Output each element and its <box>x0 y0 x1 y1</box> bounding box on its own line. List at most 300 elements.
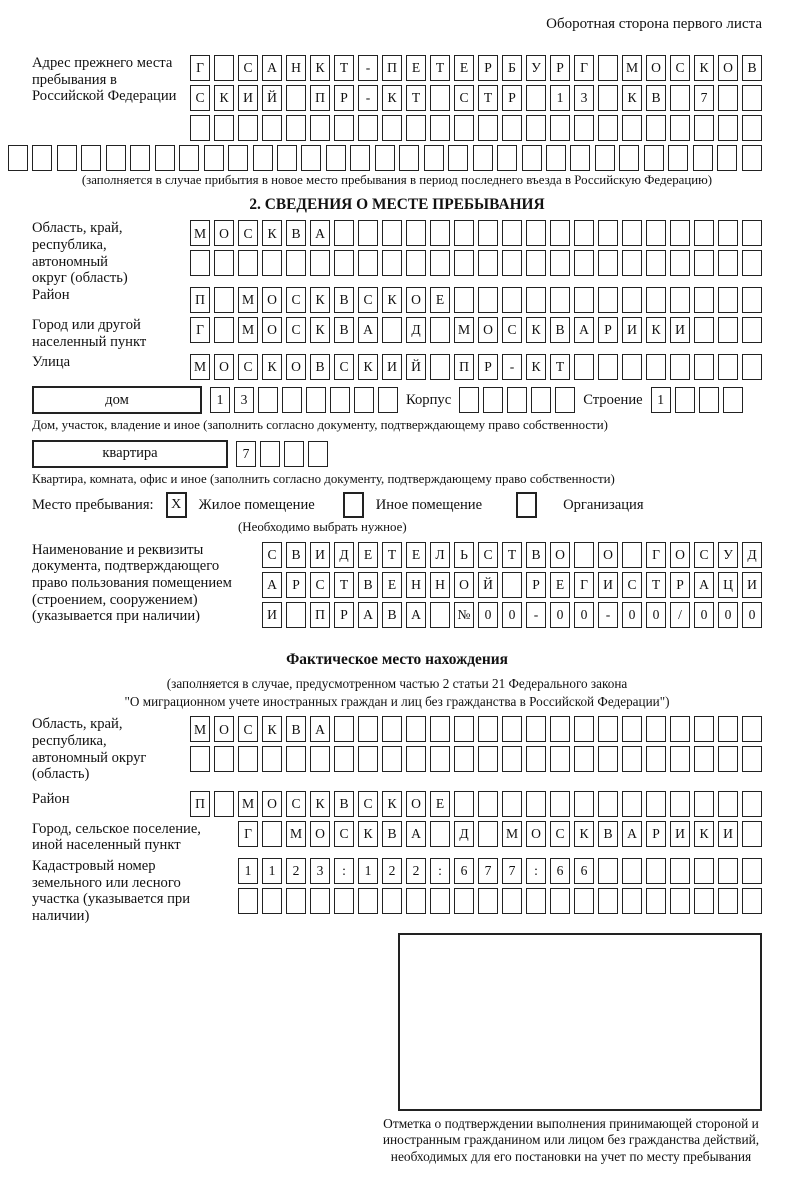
char-cell[interactable] <box>646 287 666 313</box>
char-cell[interactable] <box>646 888 666 914</box>
char-cell[interactable]: : <box>334 858 354 884</box>
char-cell[interactable] <box>646 858 666 884</box>
char-cell[interactable]: С <box>286 287 306 313</box>
char-cell[interactable] <box>598 888 618 914</box>
char-cell[interactable] <box>742 716 762 742</box>
char-cell[interactable] <box>310 250 330 276</box>
char-cell[interactable]: 1 <box>262 858 282 884</box>
char-cell[interactable] <box>214 791 234 817</box>
char-cell[interactable] <box>644 145 664 171</box>
char-cell[interactable] <box>430 602 450 628</box>
char-cell[interactable] <box>382 888 402 914</box>
char-cell[interactable]: - <box>526 602 546 628</box>
char-cell[interactable] <box>550 716 570 742</box>
char-cell[interactable] <box>478 821 498 847</box>
char-cell[interactable]: Е <box>406 542 426 568</box>
char-cell[interactable]: 7 <box>478 858 498 884</box>
char-cell[interactable] <box>430 821 450 847</box>
char-cell[interactable]: К <box>382 85 402 111</box>
char-cell[interactable] <box>310 888 330 914</box>
char-cell[interactable]: И <box>382 354 402 380</box>
char-cell[interactable] <box>473 145 493 171</box>
char-cell[interactable] <box>718 85 738 111</box>
char-cell[interactable]: Л <box>430 542 450 568</box>
char-cell[interactable]: Р <box>334 85 354 111</box>
char-cell[interactable] <box>622 287 642 313</box>
char-cell[interactable]: Н <box>406 572 426 598</box>
char-cell[interactable]: В <box>526 542 546 568</box>
stay-type-checkbox-residential[interactable]: X <box>166 492 187 518</box>
char-cell[interactable]: 2 <box>286 858 306 884</box>
char-cell[interactable] <box>694 115 714 141</box>
house-type-box[interactable]: дом <box>32 386 202 414</box>
char-cell[interactable] <box>550 115 570 141</box>
char-cell[interactable]: - <box>502 354 522 380</box>
char-cell[interactable]: В <box>310 354 330 380</box>
char-cell[interactable] <box>406 716 426 742</box>
char-cell[interactable] <box>382 746 402 772</box>
char-cell[interactable] <box>262 250 282 276</box>
char-cell[interactable]: К <box>646 317 666 343</box>
char-cell[interactable]: В <box>646 85 666 111</box>
char-cell[interactable] <box>574 250 594 276</box>
char-cell[interactable] <box>742 888 762 914</box>
char-cell[interactable] <box>574 287 594 313</box>
char-cell[interactable] <box>694 317 714 343</box>
char-cell[interactable]: / <box>670 602 690 628</box>
apartment-type-box[interactable]: квартира <box>32 440 228 468</box>
char-cell[interactable]: О <box>286 354 306 380</box>
char-cell[interactable]: Р <box>646 821 666 847</box>
char-cell[interactable]: О <box>670 542 690 568</box>
char-cell[interactable]: Й <box>262 85 282 111</box>
char-cell[interactable]: Д <box>406 317 426 343</box>
char-cell[interactable] <box>238 115 258 141</box>
char-cell[interactable]: К <box>310 287 330 313</box>
char-cell[interactable] <box>646 220 666 246</box>
char-cell[interactable]: В <box>286 716 306 742</box>
char-cell[interactable]: 3 <box>310 858 330 884</box>
char-cell[interactable]: Е <box>550 572 570 598</box>
char-cell[interactable]: № <box>454 602 474 628</box>
char-cell[interactable]: С <box>334 821 354 847</box>
char-cell[interactable] <box>526 115 546 141</box>
char-cell[interactable]: О <box>646 55 666 81</box>
char-cell[interactable]: С <box>670 55 690 81</box>
char-cell[interactable]: А <box>310 220 330 246</box>
char-cell[interactable] <box>286 602 306 628</box>
char-cell[interactable]: К <box>262 354 282 380</box>
char-cell[interactable] <box>670 716 690 742</box>
char-cell[interactable]: И <box>622 317 642 343</box>
char-cell[interactable]: П <box>454 354 474 380</box>
char-cell[interactable] <box>334 115 354 141</box>
char-cell[interactable] <box>399 145 419 171</box>
char-cell[interactable]: С <box>502 317 522 343</box>
char-cell[interactable] <box>574 888 594 914</box>
char-cell[interactable] <box>258 387 278 413</box>
char-cell[interactable] <box>284 441 304 467</box>
char-cell[interactable]: 0 <box>478 602 498 628</box>
char-cell[interactable]: К <box>526 317 546 343</box>
char-cell[interactable] <box>550 220 570 246</box>
char-cell[interactable]: С <box>454 85 474 111</box>
char-cell[interactable]: Е <box>406 55 426 81</box>
char-cell[interactable]: И <box>598 572 618 598</box>
char-cell[interactable]: С <box>262 542 282 568</box>
char-cell[interactable]: К <box>358 821 378 847</box>
char-cell[interactable]: К <box>622 85 642 111</box>
char-cell[interactable]: Т <box>334 55 354 81</box>
char-cell[interactable] <box>718 888 738 914</box>
char-cell[interactable] <box>214 55 234 81</box>
char-cell[interactable] <box>358 220 378 246</box>
char-cell[interactable] <box>334 888 354 914</box>
char-cell[interactable]: Т <box>334 572 354 598</box>
char-cell[interactable]: В <box>382 821 402 847</box>
char-cell[interactable]: 7 <box>694 85 714 111</box>
char-cell[interactable]: Р <box>502 85 522 111</box>
char-cell[interactable] <box>694 716 714 742</box>
char-cell[interactable] <box>238 250 258 276</box>
char-cell[interactable] <box>598 791 618 817</box>
char-cell[interactable] <box>190 250 210 276</box>
char-cell[interactable] <box>550 250 570 276</box>
char-cell[interactable]: А <box>310 716 330 742</box>
char-cell[interactable]: Р <box>526 572 546 598</box>
char-cell[interactable] <box>214 250 234 276</box>
char-cell[interactable] <box>334 716 354 742</box>
char-cell[interactable] <box>694 354 714 380</box>
char-cell[interactable] <box>478 791 498 817</box>
char-cell[interactable] <box>286 115 306 141</box>
char-cell[interactable]: К <box>526 354 546 380</box>
char-cell[interactable] <box>694 220 714 246</box>
char-cell[interactable] <box>286 85 306 111</box>
char-cell[interactable]: Н <box>430 572 450 598</box>
char-cell[interactable]: И <box>238 85 258 111</box>
char-cell[interactable] <box>526 716 546 742</box>
char-cell[interactable] <box>253 145 273 171</box>
char-cell[interactable]: С <box>286 317 306 343</box>
char-cell[interactable] <box>598 85 618 111</box>
char-cell[interactable]: М <box>190 354 210 380</box>
char-cell[interactable] <box>454 716 474 742</box>
char-cell[interactable]: А <box>574 317 594 343</box>
char-cell[interactable]: Г <box>190 55 210 81</box>
char-cell[interactable]: К <box>574 821 594 847</box>
char-cell[interactable]: О <box>406 287 426 313</box>
char-cell[interactable]: Г <box>190 317 210 343</box>
char-cell[interactable]: 1 <box>358 858 378 884</box>
char-cell[interactable]: 0 <box>718 602 738 628</box>
char-cell[interactable] <box>646 746 666 772</box>
char-cell[interactable] <box>430 888 450 914</box>
char-cell[interactable]: Ь <box>454 542 474 568</box>
char-cell[interactable]: Т <box>550 354 570 380</box>
char-cell[interactable]: С <box>358 287 378 313</box>
char-cell[interactable] <box>406 115 426 141</box>
char-cell[interactable]: А <box>694 572 714 598</box>
char-cell[interactable] <box>574 746 594 772</box>
char-cell[interactable]: В <box>742 55 762 81</box>
char-cell[interactable] <box>670 791 690 817</box>
char-cell[interactable]: У <box>718 542 738 568</box>
char-cell[interactable] <box>358 250 378 276</box>
char-cell[interactable] <box>190 746 210 772</box>
char-cell[interactable] <box>430 354 450 380</box>
char-cell[interactable]: О <box>262 317 282 343</box>
char-cell[interactable] <box>531 387 551 413</box>
char-cell[interactable] <box>670 287 690 313</box>
char-cell[interactable]: О <box>214 716 234 742</box>
char-cell[interactable]: П <box>310 602 330 628</box>
char-cell[interactable] <box>555 387 575 413</box>
char-cell[interactable] <box>179 145 199 171</box>
char-cell[interactable]: П <box>190 791 210 817</box>
char-cell[interactable] <box>262 746 282 772</box>
char-cell[interactable] <box>308 441 328 467</box>
char-cell[interactable] <box>354 387 374 413</box>
char-cell[interactable]: В <box>334 317 354 343</box>
char-cell[interactable]: О <box>598 542 618 568</box>
char-cell[interactable] <box>334 250 354 276</box>
char-cell[interactable] <box>358 888 378 914</box>
char-cell[interactable]: 0 <box>502 602 522 628</box>
char-cell[interactable] <box>622 888 642 914</box>
char-cell[interactable]: 6 <box>574 858 594 884</box>
char-cell[interactable] <box>454 287 474 313</box>
char-cell[interactable]: И <box>718 821 738 847</box>
char-cell[interactable]: Н <box>286 55 306 81</box>
char-cell[interactable]: Р <box>286 572 306 598</box>
char-cell[interactable] <box>546 145 566 171</box>
char-cell[interactable] <box>406 220 426 246</box>
char-cell[interactable]: В <box>286 220 306 246</box>
char-cell[interactable]: С <box>334 354 354 380</box>
char-cell[interactable] <box>622 791 642 817</box>
char-cell[interactable] <box>454 746 474 772</box>
char-cell[interactable]: С <box>238 716 258 742</box>
char-cell[interactable] <box>382 716 402 742</box>
char-cell[interactable] <box>334 220 354 246</box>
char-cell[interactable] <box>646 716 666 742</box>
char-cell[interactable] <box>454 791 474 817</box>
char-cell[interactable] <box>430 220 450 246</box>
char-cell[interactable] <box>718 791 738 817</box>
char-cell[interactable] <box>286 746 306 772</box>
char-cell[interactable] <box>622 115 642 141</box>
char-cell[interactable] <box>358 716 378 742</box>
char-cell[interactable] <box>670 858 690 884</box>
char-cell[interactable] <box>454 250 474 276</box>
char-cell[interactable] <box>526 220 546 246</box>
char-cell[interactable] <box>478 115 498 141</box>
char-cell[interactable] <box>478 287 498 313</box>
char-cell[interactable] <box>430 85 450 111</box>
char-cell[interactable]: С <box>286 791 306 817</box>
char-cell[interactable]: - <box>358 55 378 81</box>
char-cell[interactable]: С <box>238 220 258 246</box>
char-cell[interactable]: В <box>334 287 354 313</box>
char-cell[interactable] <box>526 250 546 276</box>
char-cell[interactable] <box>286 888 306 914</box>
char-cell[interactable]: 3 <box>234 387 254 413</box>
char-cell[interactable] <box>598 287 618 313</box>
char-cell[interactable] <box>574 716 594 742</box>
char-cell[interactable] <box>459 387 479 413</box>
char-cell[interactable] <box>718 716 738 742</box>
char-cell[interactable] <box>670 354 690 380</box>
char-cell[interactable]: О <box>550 542 570 568</box>
char-cell[interactable] <box>214 115 234 141</box>
char-cell[interactable]: В <box>334 791 354 817</box>
char-cell[interactable] <box>358 746 378 772</box>
char-cell[interactable] <box>550 888 570 914</box>
char-cell[interactable] <box>550 746 570 772</box>
char-cell[interactable] <box>238 888 258 914</box>
char-cell[interactable]: Й <box>406 354 426 380</box>
char-cell[interactable] <box>282 387 302 413</box>
char-cell[interactable] <box>32 145 52 171</box>
char-cell[interactable]: Г <box>238 821 258 847</box>
char-cell[interactable] <box>406 888 426 914</box>
char-cell[interactable]: К <box>310 55 330 81</box>
char-cell[interactable] <box>742 791 762 817</box>
char-cell[interactable] <box>430 115 450 141</box>
char-cell[interactable]: М <box>622 55 642 81</box>
char-cell[interactable]: А <box>262 572 282 598</box>
char-cell[interactable] <box>478 716 498 742</box>
char-cell[interactable]: : <box>526 858 546 884</box>
char-cell[interactable] <box>598 55 618 81</box>
char-cell[interactable] <box>57 145 77 171</box>
char-cell[interactable] <box>214 746 234 772</box>
char-cell[interactable]: А <box>622 821 642 847</box>
char-cell[interactable]: С <box>550 821 570 847</box>
char-cell[interactable]: 0 <box>694 602 714 628</box>
char-cell[interactable] <box>646 115 666 141</box>
char-cell[interactable] <box>502 287 522 313</box>
char-cell[interactable] <box>694 746 714 772</box>
char-cell[interactable]: - <box>598 602 618 628</box>
char-cell[interactable]: О <box>406 791 426 817</box>
char-cell[interactable] <box>598 250 618 276</box>
char-cell[interactable] <box>718 220 738 246</box>
char-cell[interactable] <box>718 746 738 772</box>
char-cell[interactable] <box>478 888 498 914</box>
char-cell[interactable] <box>502 791 522 817</box>
char-cell[interactable] <box>699 387 719 413</box>
char-cell[interactable] <box>646 250 666 276</box>
char-cell[interactable] <box>598 746 618 772</box>
char-cell[interactable]: Д <box>334 542 354 568</box>
char-cell[interactable] <box>406 746 426 772</box>
char-cell[interactable] <box>742 250 762 276</box>
char-cell[interactable]: Т <box>646 572 666 598</box>
char-cell[interactable] <box>310 746 330 772</box>
char-cell[interactable] <box>670 115 690 141</box>
char-cell[interactable] <box>550 287 570 313</box>
char-cell[interactable] <box>262 115 282 141</box>
char-cell[interactable]: Й <box>478 572 498 598</box>
char-cell[interactable] <box>742 858 762 884</box>
char-cell[interactable]: К <box>214 85 234 111</box>
char-cell[interactable]: 1 <box>651 387 671 413</box>
char-cell[interactable]: 1 <box>210 387 230 413</box>
char-cell[interactable]: Т <box>430 55 450 81</box>
char-cell[interactable] <box>742 354 762 380</box>
char-cell[interactable] <box>622 746 642 772</box>
char-cell[interactable]: 7 <box>502 858 522 884</box>
char-cell[interactable]: К <box>694 821 714 847</box>
char-cell[interactable]: И <box>742 572 762 598</box>
char-cell[interactable] <box>382 115 402 141</box>
char-cell[interactable]: Т <box>478 85 498 111</box>
char-cell[interactable]: Е <box>430 287 450 313</box>
char-cell[interactable]: К <box>694 55 714 81</box>
char-cell[interactable] <box>378 387 398 413</box>
char-cell[interactable] <box>526 888 546 914</box>
char-cell[interactable]: К <box>310 317 330 343</box>
char-cell[interactable] <box>526 85 546 111</box>
char-cell[interactable] <box>742 317 762 343</box>
char-cell[interactable]: А <box>262 55 282 81</box>
char-cell[interactable] <box>718 115 738 141</box>
char-cell[interactable]: К <box>382 791 402 817</box>
char-cell[interactable] <box>723 387 743 413</box>
char-cell[interactable] <box>646 791 666 817</box>
char-cell[interactable] <box>350 145 370 171</box>
char-cell[interactable]: А <box>358 317 378 343</box>
char-cell[interactable]: Р <box>550 55 570 81</box>
char-cell[interactable]: 0 <box>742 602 762 628</box>
char-cell[interactable]: Б <box>502 55 522 81</box>
char-cell[interactable] <box>310 115 330 141</box>
char-cell[interactable]: 0 <box>550 602 570 628</box>
char-cell[interactable] <box>622 250 642 276</box>
char-cell[interactable] <box>718 317 738 343</box>
char-cell[interactable] <box>262 888 282 914</box>
char-cell[interactable]: С <box>358 791 378 817</box>
char-cell[interactable] <box>448 145 468 171</box>
char-cell[interactable] <box>693 145 713 171</box>
char-cell[interactable] <box>502 746 522 772</box>
char-cell[interactable]: Р <box>334 602 354 628</box>
char-cell[interactable]: С <box>238 354 258 380</box>
char-cell[interactable]: С <box>238 55 258 81</box>
char-cell[interactable]: 6 <box>550 858 570 884</box>
char-cell[interactable] <box>570 145 590 171</box>
char-cell[interactable]: - <box>358 85 378 111</box>
char-cell[interactable] <box>622 716 642 742</box>
char-cell[interactable]: В <box>550 317 570 343</box>
char-cell[interactable]: М <box>502 821 522 847</box>
char-cell[interactable] <box>598 858 618 884</box>
char-cell[interactable]: 1 <box>550 85 570 111</box>
char-cell[interactable] <box>214 317 234 343</box>
char-cell[interactable] <box>742 821 762 847</box>
char-cell[interactable] <box>668 145 688 171</box>
char-cell[interactable] <box>130 145 150 171</box>
char-cell[interactable] <box>382 220 402 246</box>
char-cell[interactable]: С <box>190 85 210 111</box>
char-cell[interactable] <box>306 387 326 413</box>
char-cell[interactable] <box>670 888 690 914</box>
char-cell[interactable]: П <box>382 55 402 81</box>
char-cell[interactable]: Р <box>478 354 498 380</box>
char-cell[interactable] <box>430 716 450 742</box>
